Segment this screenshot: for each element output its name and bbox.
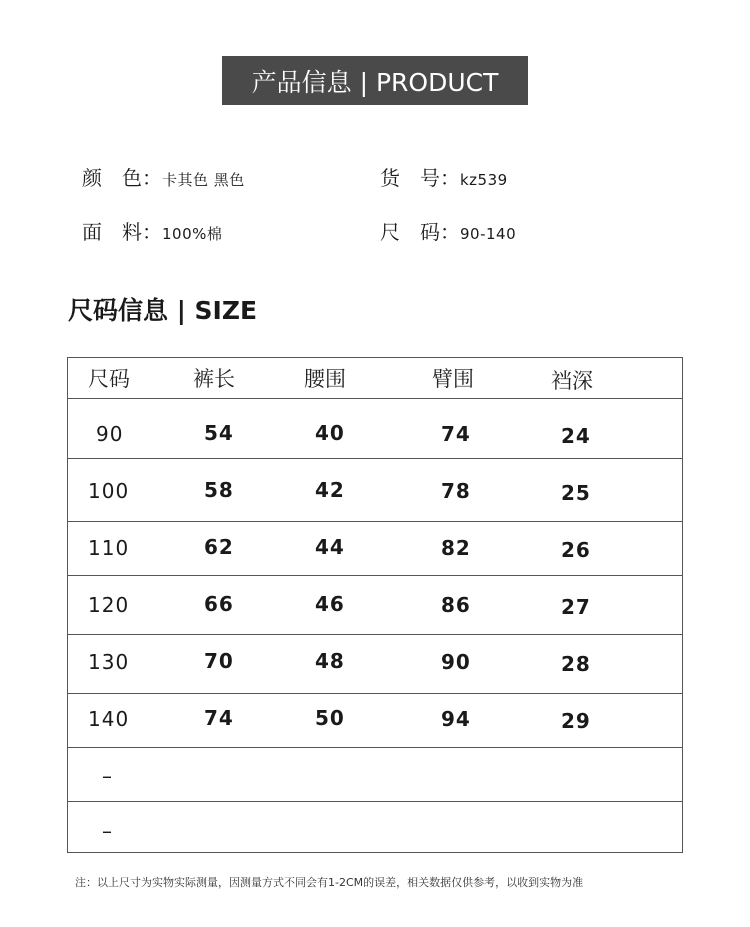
header-size: 尺码	[88, 367, 130, 391]
size-table	[67, 357, 683, 853]
table-divider	[68, 747, 682, 748]
table-divider	[68, 693, 682, 694]
measurement-footnote: 注：以上尺寸为实物实际测量，因测量方式不同会有1-2CM的误差，相关数据仅供参考，以收到实物为准	[75, 876, 584, 889]
cell-arm: 78	[441, 479, 471, 503]
item-number-label: 货 号：	[380, 166, 460, 190]
cell-crotch-depth: 28	[561, 652, 591, 676]
header-arm: 臂围	[432, 367, 474, 391]
color-label: 颜 色：	[82, 166, 162, 190]
cell-size: 90	[96, 422, 124, 446]
item-number-row	[380, 162, 508, 191]
size-range-row	[380, 216, 516, 245]
material-label: 面 料：	[82, 220, 162, 244]
product-info-banner: 产品信息 | PRODUCT	[222, 56, 528, 105]
cell-pants-length: 58	[204, 478, 234, 502]
header-crotch-depth: 裆深	[551, 369, 593, 393]
cell-crotch-depth: 25	[561, 481, 591, 505]
cell-waist: 48	[315, 649, 345, 673]
cell-pants-length: 66	[204, 592, 234, 616]
color-row	[82, 162, 245, 191]
cell-waist: 46	[315, 592, 345, 616]
cell-size: 130	[88, 650, 130, 674]
color-value: 卡其色 黑色	[162, 171, 245, 189]
cell-size: 100	[88, 479, 130, 503]
cell-arm: 74	[441, 422, 471, 446]
cell-size: 140	[88, 707, 130, 731]
table-divider	[68, 801, 682, 802]
cell-pants-length: 54	[204, 421, 234, 445]
cell-waist: 40	[315, 421, 345, 445]
cell-arm: 94	[441, 707, 471, 731]
cell-waist: 44	[315, 535, 345, 559]
header-pants-length: 裤长	[193, 367, 235, 391]
cell-arm: 90	[441, 650, 471, 674]
header-waist: 腰围	[304, 367, 346, 391]
size-range-value: 90-140	[460, 225, 517, 243]
table-divider	[68, 458, 682, 459]
table-divider	[68, 634, 682, 635]
cell-waist: 50	[315, 706, 345, 730]
cell-size: –	[102, 764, 112, 788]
cell-pants-length: 70	[204, 649, 234, 673]
cell-size: 120	[88, 593, 130, 617]
table-divider	[68, 575, 682, 576]
cell-pants-length: 74	[204, 706, 234, 730]
size-range-label: 尺 码：	[380, 220, 460, 244]
table-divider	[68, 521, 682, 522]
item-number-value: kz539	[460, 171, 508, 189]
cell-size: 110	[88, 536, 130, 560]
cell-arm: 86	[441, 593, 471, 617]
material-value: 100%棉	[162, 225, 223, 243]
cell-size: –	[102, 819, 112, 843]
cell-crotch-depth: 26	[561, 538, 591, 562]
cell-waist: 42	[315, 478, 345, 502]
cell-crotch-depth: 27	[561, 595, 591, 619]
cell-pants-length: 62	[204, 535, 234, 559]
material-row	[82, 216, 222, 245]
size-section-title: 尺码信息 | SIZE	[68, 296, 258, 325]
cell-crotch-depth: 24	[561, 424, 591, 448]
cell-arm: 82	[441, 536, 471, 560]
cell-crotch-depth: 29	[561, 709, 591, 733]
table-divider	[68, 398, 682, 399]
